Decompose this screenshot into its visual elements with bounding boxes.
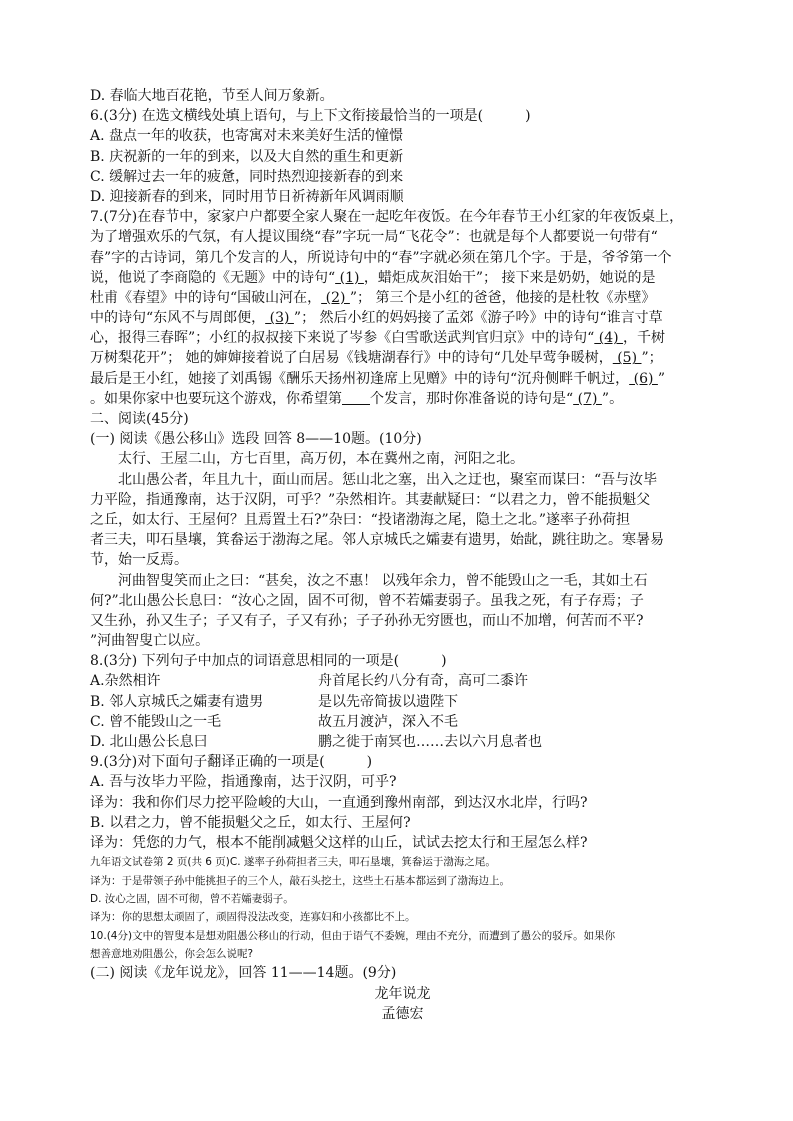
question-7-line-2: 为了增强欢乐的气氛，有人提议围绕“春”字玩一局“飞花令”：也就是每个人都要说一句带有“ — [90, 229, 658, 246]
passage-line: 节，始一反焉。 — [90, 552, 188, 569]
q7-text: 中的诗句“东风不与周郎便， — [90, 310, 266, 327]
passage-line: 又生孙，孙又生子；子又有子，子又有孙；子子孙孙无穷匮也，而山不加增，何苦而不平? — [90, 612, 644, 629]
blank-5[interactable]: (5) — [612, 350, 642, 367]
blank-4[interactable]: (4) — [594, 330, 624, 347]
q7-text: ，千树 — [623, 330, 666, 347]
passage-line: 北山愚公者，年且九十，面山而居。惩山北之塞，出入之迂也，聚室而谋曰：“吾与汝毕 — [118, 471, 658, 488]
question-7-line-6 — [90, 308, 715, 328]
q7-text: 最后是王小红，她接了刘禹锡《酬乐天扬州初逢席上见赠》中的诗句“沉舟侧畔千帆过， — [90, 370, 630, 387]
option-d-line: D. 春临大地百花艳，节至人间万象新。 — [90, 88, 334, 104]
q7-text: ”； 然后小红的妈妈接了孟郊《游子吟》中的诗句“谁言寸草 — [293, 310, 663, 327]
option-left: B. 邻人京城氏之孀妻有遗男 — [90, 693, 264, 710]
option-left: A.杂然相许 — [90, 673, 161, 690]
passage-line: 何?”北山愚公长息曰：“汝心之固，固不可彻，曾不若孀妻弱子。虽我之死，有子存焉；子 — [90, 592, 644, 609]
q7-text: 个发言，那时你准备说的诗句是“ — [370, 390, 574, 407]
question-6-option-b: B. 庆祝新的一年的到来，以及大自然的重生和更新 — [90, 148, 404, 165]
blank-6[interactable]: (6) — [629, 370, 658, 387]
question-9-line: 译为：我和你们尽力挖平险峻的大山，一直通到豫州南部，到达汉水北岸，行吗? — [90, 794, 588, 811]
question-7-line-3: 春”字的古诗词，第几个发言的人，所说诗句中的“春”字就必须在第几个字。于是，爷爷第一个 — [90, 249, 672, 266]
question-9-stem: 9.(3分)对下面句子翻译正确的一项是( ) — [90, 754, 373, 771]
question-8-option-b — [90, 692, 715, 712]
question-9-line: B. 以君之力，曾不能损魁父之丘，如太行、王屋何? — [90, 814, 411, 831]
question-6-stem: 6.(3分) 在选文横线处填上语句，与上下文衔接最恰当的一项是( ) — [90, 108, 531, 125]
question-7-line-10 — [90, 389, 715, 409]
order-blank[interactable] — [342, 391, 370, 405]
q7-text: ”； 第三个是小红的爸爸，他接的是杜牧《赤壁》 — [349, 289, 656, 306]
q7-text: 万树梨花开”； 她的婶婶接着说了白居易《钱塘湖春行》中的诗句“几处早莺争暖树， — [90, 350, 613, 367]
article-author: 孟德宏 — [381, 1005, 424, 1022]
question-7-line-9 — [90, 369, 715, 389]
question-7-line-1: 7.(7分)在春节中，家家户户都要全家人聚在一起吃年夜饭。在今年春节王小红家的年夜饭桌上， — [90, 209, 684, 226]
question-9-line: A. 吾与汝毕力平险，指通豫南，达于汉阴，可乎? — [90, 774, 397, 791]
q7-text: ，蜡炬成灰泪始干”； 接下来是奶奶，她说的是 — [363, 269, 656, 286]
blank-7[interactable]: (7) — [573, 390, 602, 407]
small-line: D. 汝心之固，固不可彻，曾不若孀妻弱子。 — [90, 892, 294, 905]
exam-page — [90, 86, 715, 1024]
question-6-option-c: C. 缓解过去一年的疲惫，同时热烈迎接新春的到来 — [90, 168, 404, 185]
option-right: 故五月渡泸，深入不毛 — [318, 713, 458, 730]
question-8-option-a — [90, 671, 715, 691]
blank-2[interactable]: (2) — [321, 289, 350, 306]
question-9-line: 译为：凭您的力气，根本不能削减魁父这样的山丘，试试去挖太行和王屋怎么样? — [90, 834, 588, 851]
passage-line: 者三夫，叩石垦壤，箕畚运于渤海之尾。邻人京城氏之孀妻有遗男，始龀，跳往助之。寒暑易 — [90, 532, 664, 549]
q7-text: 。如果你家中也要玩这个游戏，你希望第 — [90, 390, 342, 407]
q7-text: ”； — [641, 350, 663, 367]
option-right: 是以先帝简拔以遗陛下 — [318, 693, 458, 710]
q7-text: 说，他说了李商隐的《无题》中的诗句“ — [90, 269, 336, 286]
q7-text: 杜甫《春望》中的诗句“国破山河在， — [90, 289, 322, 306]
option-left: D. 北山愚公长息曰 — [90, 734, 208, 750]
part-1-title: (一) 阅读《愚公移山》选段 回答 8——10题。(10分) — [90, 431, 422, 448]
question-10-line: 想善意地劝阻愚公，你会怎么说呢? — [90, 948, 254, 961]
question-7-line-8 — [90, 348, 715, 368]
blank-3[interactable]: (3) — [265, 310, 294, 327]
section-2-heading: 二、阅读(45分) — [90, 411, 189, 427]
question-8-option-c — [90, 712, 715, 732]
passage-line: 之丘，如太行、王屋何？且焉置土石?”杂曰：“投诸渤海之尾，隐土之北。”遂率子孙荷担 — [90, 511, 630, 528]
option-left: C. 曾不能毁山之一毛 — [90, 713, 222, 730]
small-line: 译为：于是带领子孙中能挑担子的三个人，敲石头挖土，这些土石基本都运到了渤海边上。 — [90, 874, 510, 887]
question-10-line: 10.(4分)文中的智叟本是想劝阻愚公移山的行动，但由于语气不委婉，理由不充分，而遭到了愚公的驳斥。如果你 — [90, 929, 616, 942]
footer-and-option-c: 九年语文试卷第 2 页(共 6 页)C. 遂率子孙荷担者三夫，叩石垦壤，箕畚运于渤海之尾。 — [90, 856, 496, 869]
q7-text: 心，报得三春晖”；小红的叔叔接下来说了岑参《白雪歌送武判官归京》中的诗句“ — [90, 330, 595, 347]
question-6-option-a: A. 盘点一年的收获，也寄寓对未来美好生活的憧憬 — [90, 128, 404, 145]
question-7-line-7 — [90, 328, 715, 348]
question-8-option-d — [90, 732, 715, 752]
blank-1[interactable]: (1) — [335, 269, 364, 286]
article-title: 龙年说龙 — [374, 985, 431, 1002]
small-line: 译为：你的思想太顽固了，顽固得没法改变，连寡妇和小孩都比不上。 — [90, 911, 416, 924]
passage-line: ”河曲智叟亡以应。 — [90, 633, 210, 650]
question-8-stem: 8.(3分) 下列句子中加点的词语意思相同的一项是( ) — [90, 653, 447, 670]
passage-line: 河曲智叟笑而止之曰：“甚矣，汝之不惠！ 以残年余力，曾不能毁山之一毛，其如土石 — [118, 572, 648, 589]
passage-line: 力平险，指通豫南，达于汉阴，可乎？”杂然相许。其妻献疑曰：“以君之力，曾不能损魁父 — [90, 491, 651, 508]
question-7-line-4 — [90, 268, 715, 288]
option-right: 鹏之徙于南冥也……去以六月息者也 — [318, 734, 542, 750]
question-7-line-5 — [90, 288, 715, 308]
q7-text: ” — [657, 370, 666, 387]
q7-text: ”。 — [601, 390, 624, 407]
question-6-option-d: D. 迎接新春的到来，同时用节日祈祷新年风调雨顺 — [90, 188, 404, 205]
passage-line: 太行、王屋二山，方七百里，高万仞，本在冀州之南，河阳之北。 — [118, 451, 524, 468]
part-2-title: (二) 阅读《龙年说龙》，回答 11——14题。(9分) — [90, 965, 397, 982]
option-right: 舟首尾长约八分有奇，高可二黍许 — [318, 673, 528, 690]
